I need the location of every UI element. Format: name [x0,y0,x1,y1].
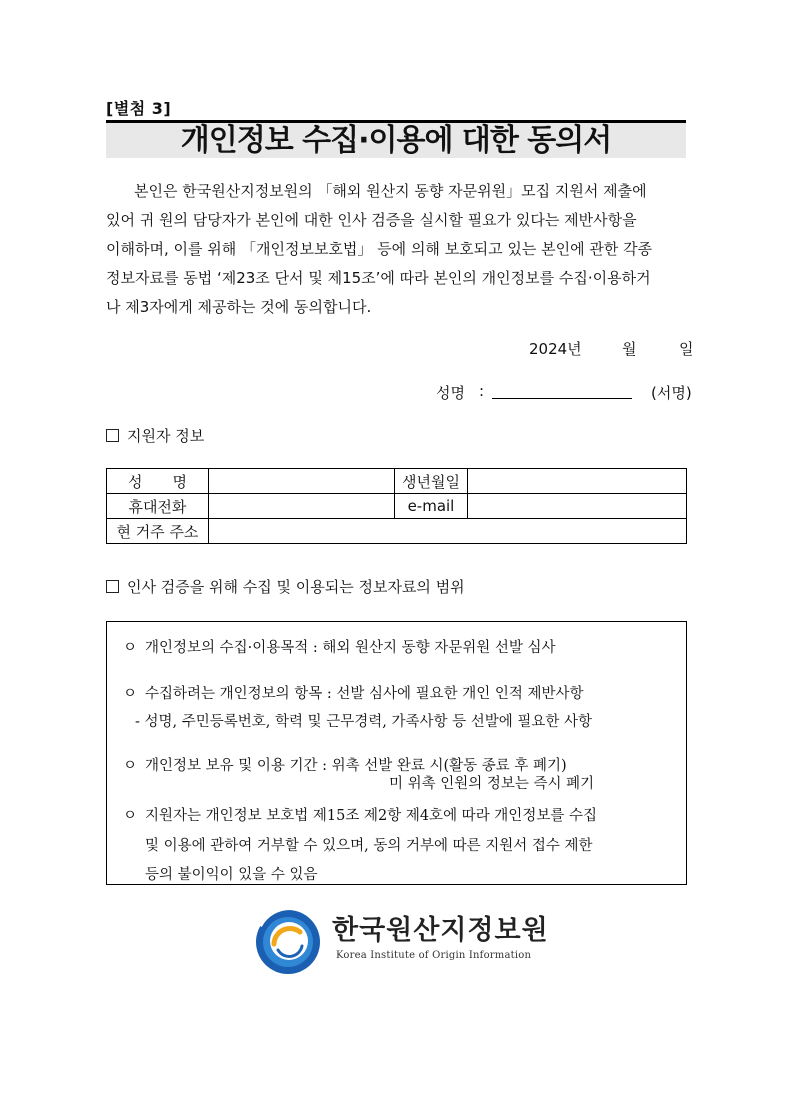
address-label: 현 거주 주소 [107,519,209,544]
institute-logo [252,904,552,976]
address-field[interactable] [208,519,686,544]
retention-text: 개인정보 보유 및 이용 기간 : 위촉 선발 완료 시(활동 종료 후 폐기) [145,758,567,774]
table-row [107,494,687,519]
signature-note: (서명) [651,384,692,402]
name-field[interactable] [208,469,394,494]
items-text: 수집하려는 개인정보의 항목 : 선발 심사에 필요한 개인 인적 제반사항 [145,686,584,702]
applicant-heading-text: 지원자 정보 [127,427,205,445]
checkbox-icon [106,429,119,442]
bullet: ㅇ [123,640,138,656]
list-item [123,804,597,825]
logo-name: 한국원산지정보원 [332,915,549,946]
date-month: 월 [622,340,637,358]
date-line [106,334,694,360]
birthdate-label: 생년월일 [394,469,468,494]
date-year: 2024년 [529,340,582,358]
scope-section-heading [106,576,465,597]
retention-note: 미 위촉 인원의 정보는 즉시 폐기 [389,776,595,792]
birthdate-field[interactable] [468,469,687,494]
consent-statement [106,177,688,322]
attachment-label: [별첨 3] [106,99,172,118]
checkbox-icon [106,580,119,593]
logo-emblem-icon [252,904,324,976]
applicant-info-table [106,468,687,544]
scope-box [106,621,687,885]
signature-field[interactable] [492,398,632,399]
purpose-text: 개인정보의 수집·이용목적 : 해외 원산지 동향 자문위원 선발 심사 [145,640,556,656]
logo-english-name: Korea Institute of Origin Information [336,950,532,961]
date-day: 일 [679,340,694,358]
phone-field[interactable] [208,494,394,519]
bullet: ㅇ [123,808,138,824]
list-item [123,636,556,657]
consent-line-5: 나 제3자에게 제공하는 것에 동의합니다. [106,298,372,316]
phone-label: 휴대전화 [107,494,209,519]
bullet: ㅇ [123,686,138,702]
signature-label: 성명 [436,384,465,402]
consent-line-2: 있어 귀 원의 담당자가 본인에 대한 인사 검증을 실시할 필요가 있다는 제반사항을 [106,211,637,229]
applicant-section-heading [106,425,204,446]
consent-line-3: 이해하며, 이를 위해 「개인정보보호법」 등에 의해 보호되고 있는 본인에 관한 각종 [106,240,653,258]
items-detail-text: - 성명, 주민등록번호, 학력 및 근무경력, 가족사항 등 선발에 필요한 사항 [135,714,593,730]
table-row [107,519,687,544]
list-item [123,682,584,703]
table-row [107,469,687,494]
email-label: e-mail [394,494,468,519]
consent-line-4: 정보자료를 동법 ‘제23조 단서 및 제15조’에 따라 본인의 개인정보를 수집·이용하거 [106,269,651,287]
bullet: ㅇ [123,758,138,774]
signature-colon: : [479,382,485,400]
scope-heading-text: 인사 검증을 위해 수집 및 이용되는 정보자료의 범위 [127,578,465,596]
signature-line [106,378,696,404]
consent-line-1: 본인은 한국원산지정보원의 「해외 원산지 동향 자문위원」모집 지원서 제출에 [134,182,647,200]
page-title: 개인정보 수집·이용에 대한 동의서 [180,123,612,158]
name-label: 성 명 [107,469,209,494]
email-field[interactable] [468,494,687,519]
refusal-text-1: 지원자는 개인정보 보호법 제15조 제2항 제4호에 따라 개인정보를 수집 [145,808,597,824]
refusal-text-3: 등의 불이익이 있을 수 있음 [145,867,318,883]
refusal-text-2: 및 이용에 관하여 거부할 수 있으며, 동의 거부에 따른 지원서 접수 제한 [145,838,593,854]
title-bar [106,120,686,158]
